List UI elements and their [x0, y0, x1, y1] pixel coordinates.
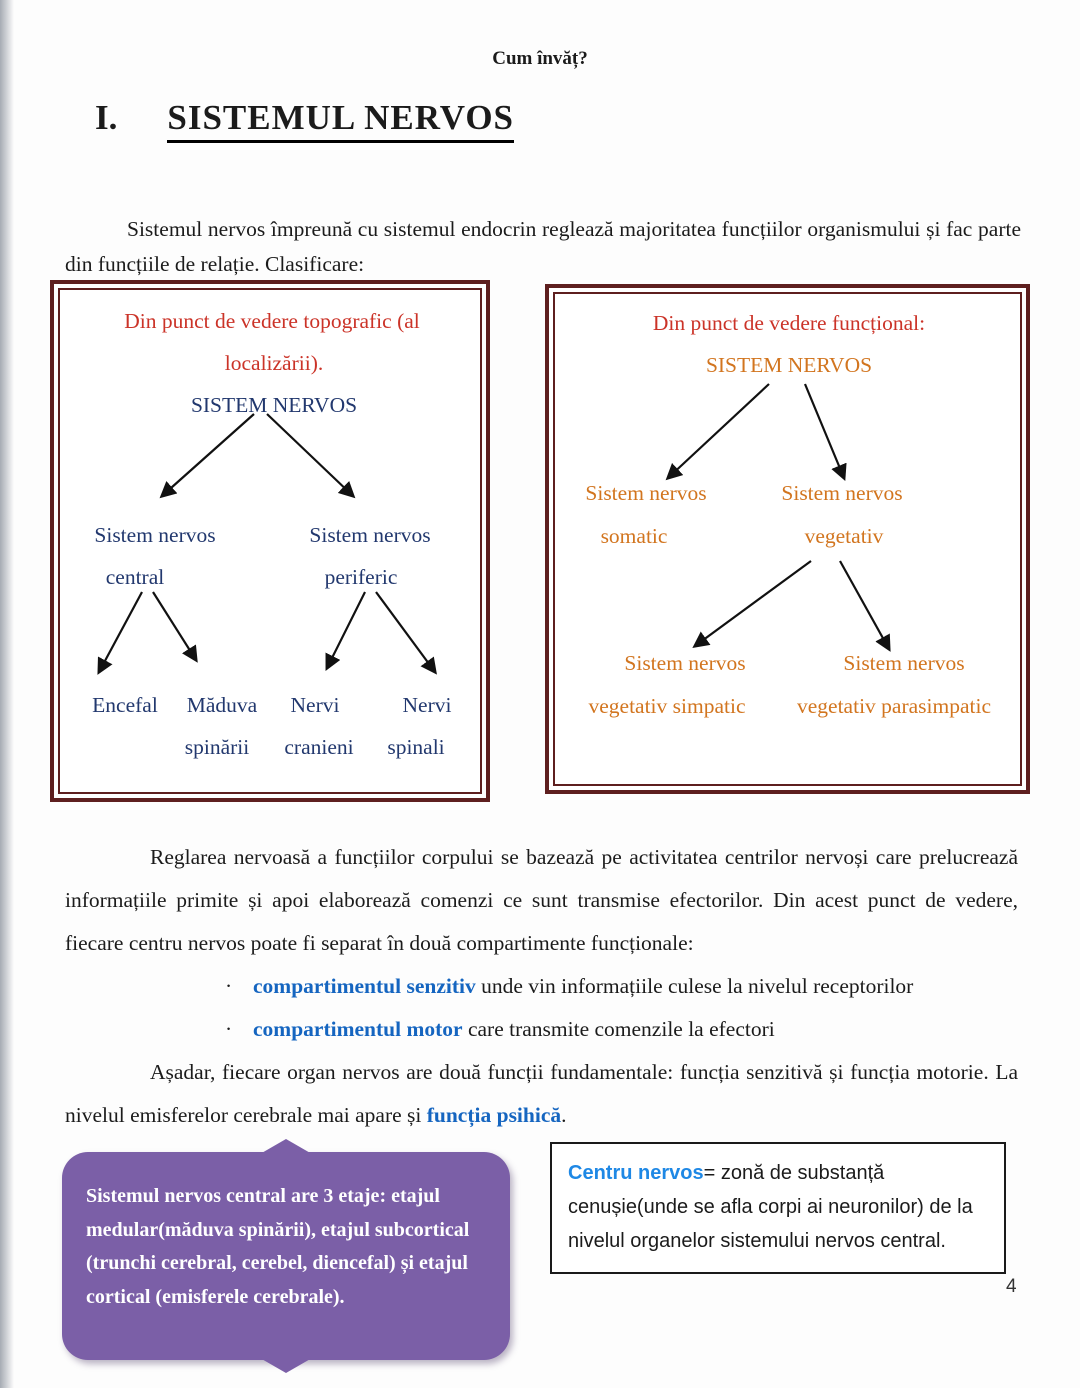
bullet-text	[253, 1008, 775, 1051]
paragraph-asadar-end: .	[561, 1103, 567, 1127]
node-periferic-line2: periferic	[324, 565, 398, 589]
page-header: Cum învăț?	[492, 48, 588, 69]
node-parasimpatic-line2: vegetativ parasimpatic	[796, 694, 992, 718]
term-functia-psihica: funcția psihică	[426, 1103, 562, 1127]
definition-box	[550, 1142, 1006, 1274]
node-sistem-nervos-root: SISTEM NERVOS	[190, 393, 358, 417]
bullet-item-senzitiv	[225, 965, 1018, 1008]
node-somatic-line2: somatic	[600, 524, 668, 548]
node-parasimpatic-line1: Sistem nervos	[843, 651, 965, 675]
node-central-line1: Sistem nervos	[94, 523, 216, 547]
node-maduva-line2: spinării	[184, 735, 250, 759]
node-central-line2: central	[105, 565, 165, 589]
body-text	[65, 836, 1018, 1137]
page-number: 4	[1006, 1276, 1017, 1297]
node-simpatic-line2: vegetativ simpatic	[588, 694, 746, 718]
purple-note-text: Sistemul nervos central are 3 etaje: etajul medular(măduva spinării), etajul subcortical (trunchi cerebral, cerebel, diencefal) și etajul cortical (emisferele cerebrale).	[86, 1185, 470, 1308]
node-nervi-spinali-line1: Nervi	[402, 693, 452, 717]
bullet-text	[253, 965, 913, 1008]
bullet-rest: care transmite comenzile la efectori	[462, 1017, 775, 1041]
node-nervi-spinali-line2: spinali	[387, 735, 445, 759]
term-compartimentul-motor: compartimentul motor	[253, 1017, 463, 1041]
node-nervi-cranieni-line1: Nervi	[290, 693, 340, 717]
term-compartimentul-senzitiv: compartimentul senzitiv	[253, 974, 476, 998]
section-title: SISTEMUL NERVOS	[167, 98, 514, 143]
node-somatic-line1: Sistem nervos	[585, 481, 707, 505]
purple-note-callout	[62, 1152, 510, 1360]
box-title: Din punct de vedere funcțional:	[652, 311, 926, 335]
definition-text: = zonă de substanță cenușie(unde se afla corpi ai neuronilor) de la nivelul organelor sistemului nervos central.	[568, 1162, 973, 1252]
node-encefal: Encefal	[92, 693, 158, 717]
node-vegetativ-line1: Sistem nervos	[781, 481, 903, 505]
paragraph-asadar	[65, 1051, 1018, 1137]
node-maduva-line1: Măduva	[186, 693, 258, 717]
node-nervi-cranieni-line2: cranieni	[284, 735, 354, 759]
paragraph-reglarea: Reglarea nervoasă a funcțiilor corpului se bazează pe activitatea centrilor nervoși care prelucrează informațiile primite și apoi elaborează comenzi ce sunt transmise efectorilor. Din acest punct de vedere, fiecare centru nervos poate fi separat în două compartimente funcționale:	[65, 845, 1018, 955]
section-heading	[95, 98, 514, 138]
node-simpatic-line1: Sistem nervos	[624, 651, 746, 675]
node-vegetativ-line2: vegetativ	[804, 524, 884, 548]
node-sistem-nervos-root: SISTEM NERVOS	[705, 353, 873, 377]
box-title-line2: localizării).	[224, 351, 324, 375]
paragraph-asadar-start: Așadar, fiecare organ nervos are două funcții fundamentale: funcția senzitivă și funcția motorie. La nivelul emisferelor cerebrale mai apare și	[65, 1060, 1018, 1127]
bullet-dot: ·	[225, 1017, 233, 1041]
bullet-dot: ·	[225, 974, 233, 998]
scan-edge-shadow	[0, 0, 14, 1388]
box-title-line1: Din punct de vedere topografic (al	[124, 309, 420, 333]
functional-diagram-box	[545, 284, 1030, 794]
bullet-item-motor	[225, 1008, 1018, 1051]
section-numeral: I.	[95, 98, 118, 137]
node-periferic-line1: Sistem nervos	[309, 523, 431, 547]
topographic-diagram-box	[50, 280, 490, 802]
bullet-rest: unde vin informațiile culese la nivelul receptorilor	[475, 974, 914, 998]
term-centru-nervos: Centru nervos	[568, 1162, 704, 1184]
intro-paragraph: Sistemul nervos împreună cu sistemul endocrin reglează majoritatea funcțiilor organismului și fac parte din funcțiile de relație. Clasificare:	[65, 216, 1021, 276]
